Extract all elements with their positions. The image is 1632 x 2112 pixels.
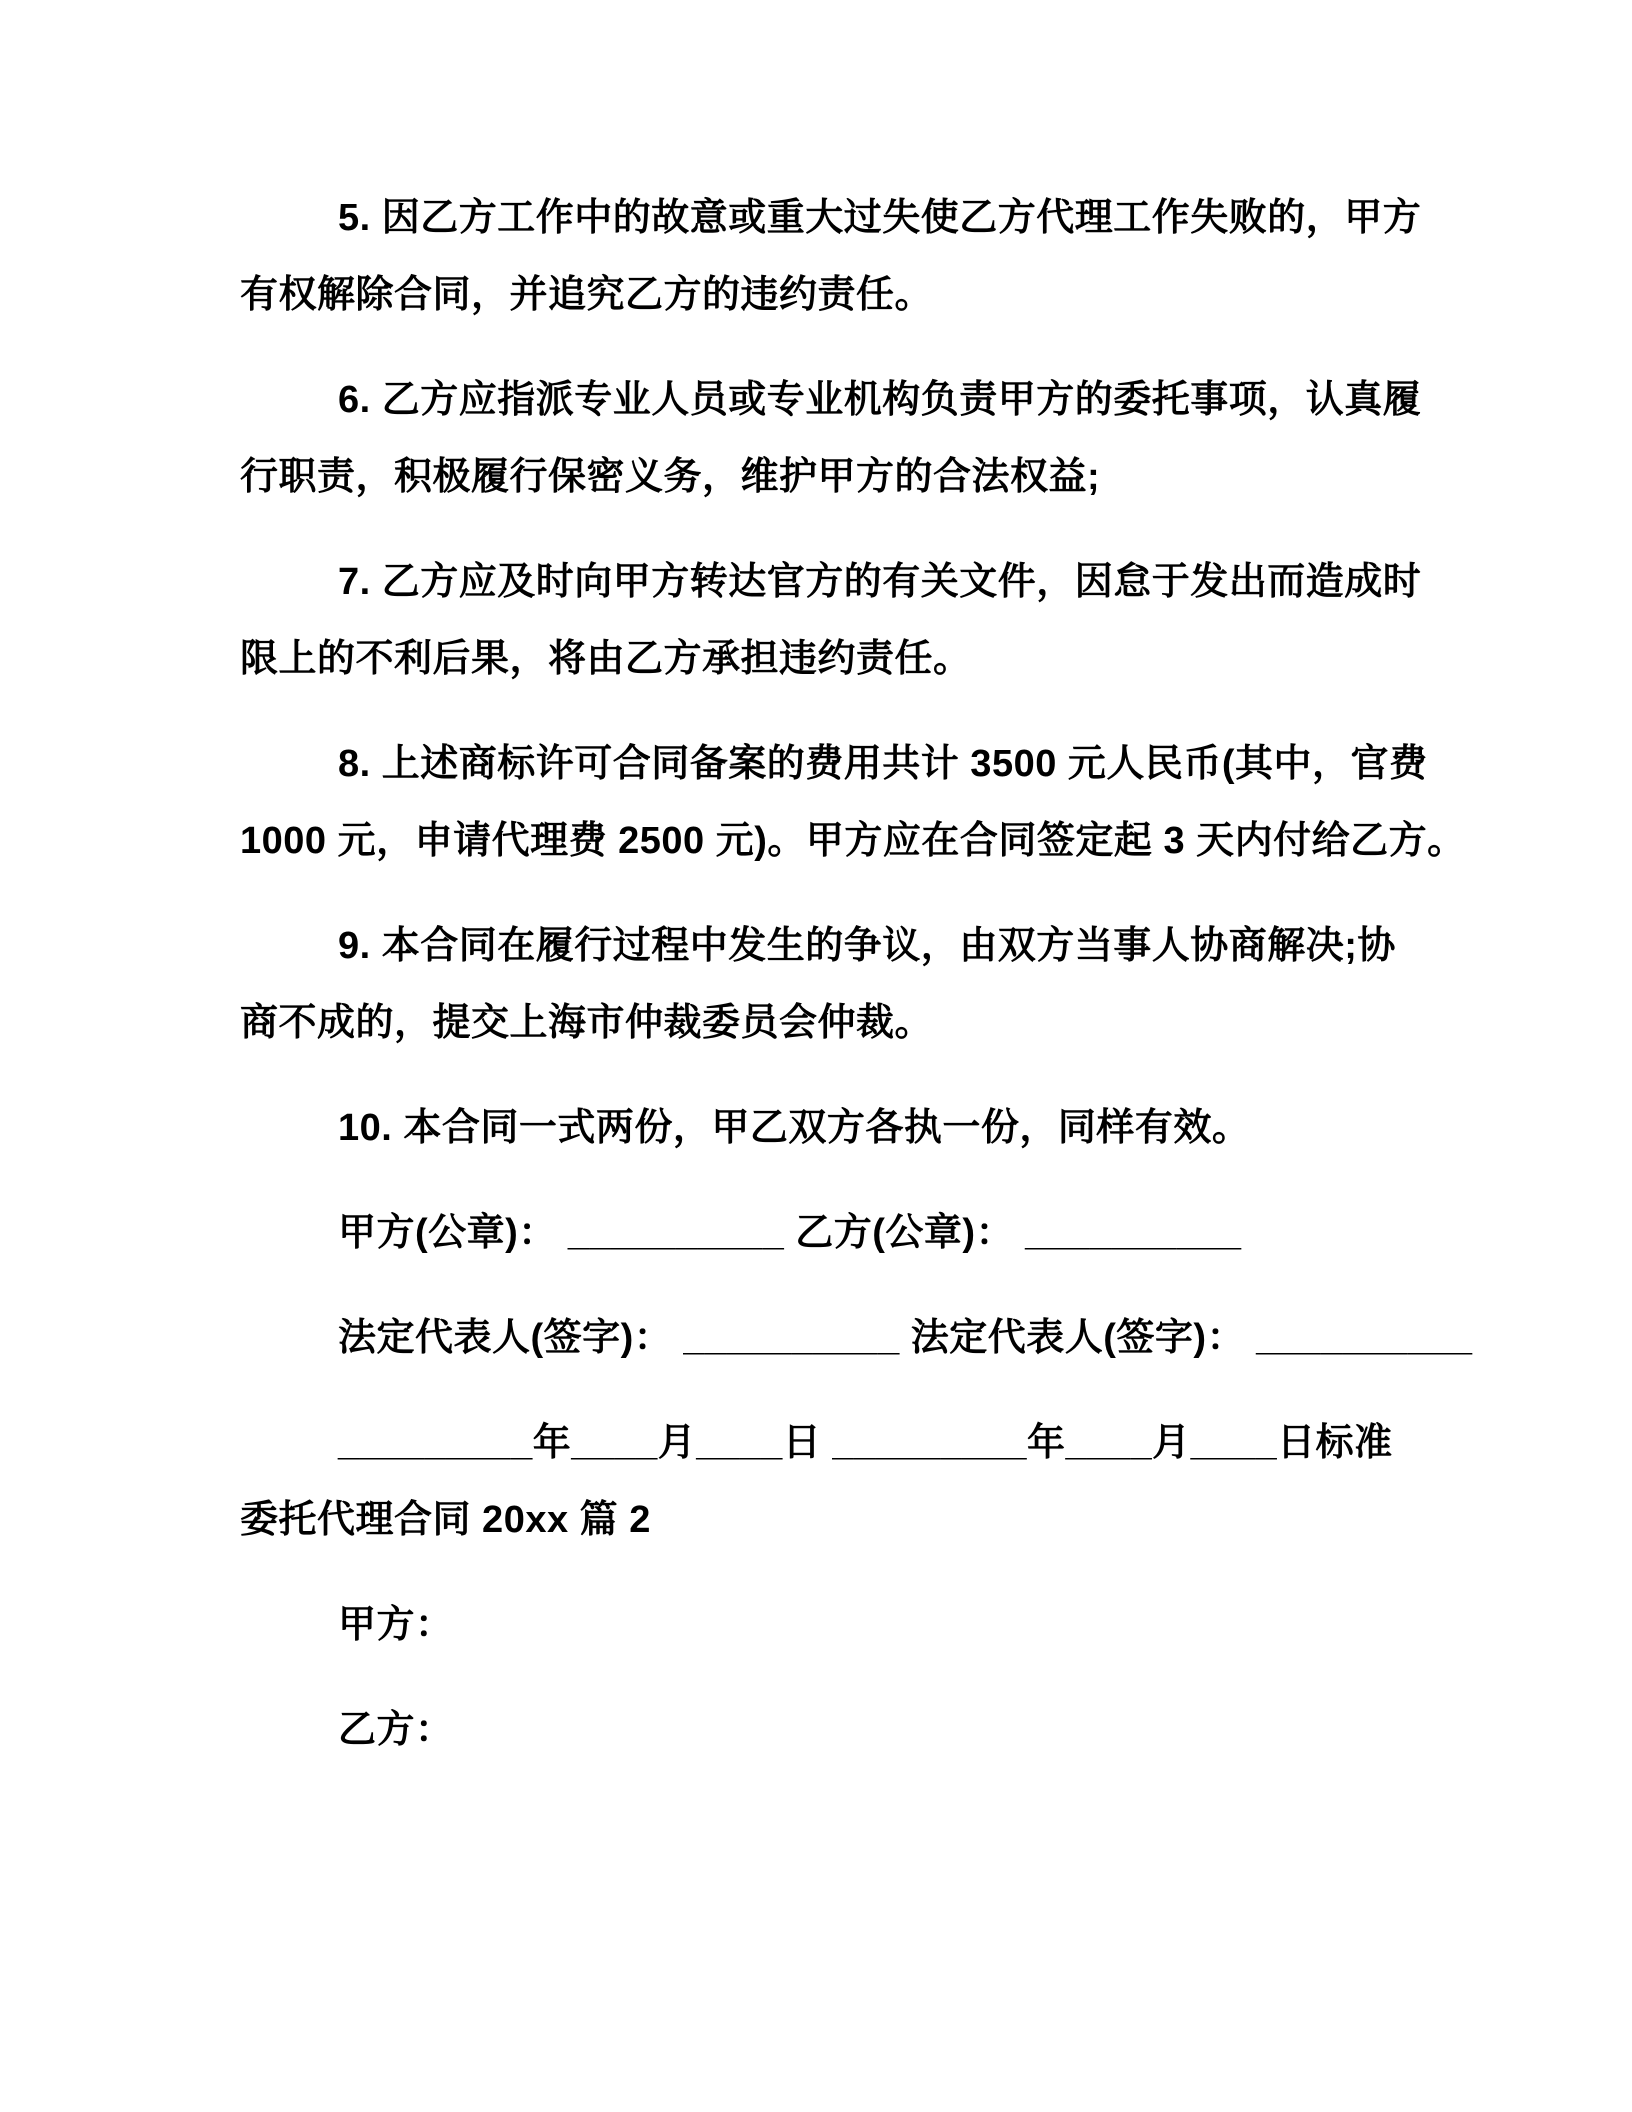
party-b-paragraph <box>240 1692 1482 1769</box>
text-line: 7. 乙方应及时向甲方转达官方的有关文件，因怠于发出而造成时 <box>338 561 1422 603</box>
text-line: 甲方： <box>338 1604 454 1646</box>
clause-7-paragraph <box>240 544 1482 698</box>
clause-5-paragraph <box>240 180 1482 334</box>
clause-9-paragraph <box>240 908 1482 1062</box>
text-line: 1000 元，申请代理费 2500 元)。甲方应在合同签定起 3 天内付给乙方。 <box>240 820 1466 862</box>
text-line: _________年____月____日 _________年____月____日标准 <box>338 1422 1393 1464</box>
clause-8-paragraph <box>240 726 1482 880</box>
text-line: 乙方： <box>338 1709 454 1751</box>
text-line: 行职责，积极履行保密义务，维护甲方的合法权益; <box>240 456 1101 498</box>
text-line: 6. 乙方应指派专业人员或专业机构负责甲方的委托事项，认真履 <box>338 379 1422 421</box>
clause-6-paragraph <box>240 362 1482 516</box>
seal-signature-paragraph <box>240 1195 1482 1272</box>
party-a-paragraph <box>240 1587 1482 1664</box>
date-line-paragraph <box>240 1405 1482 1559</box>
text-line: 商不成的，提交上海市仲裁委员会仲裁。 <box>240 1002 934 1044</box>
text-line: 甲方(公章)： __________ 乙方(公章)： __________ <box>338 1212 1242 1254</box>
text-line: 9. 本合同在履行过程中发生的争议，由双方当事人协商解决;协 <box>338 925 1396 967</box>
text-line: 5. 因乙方工作中的故意或重大过失使乙方代理工作失败的，甲方 <box>338 197 1422 239</box>
next-section-title: 委托代理合同 20xx 篇 2 <box>240 1499 651 1541</box>
legal-representative-paragraph <box>240 1300 1482 1377</box>
text-line: 法定代表人(签字)： __________ 法定代表人(签字)： __________ <box>338 1317 1473 1359</box>
text-line: 8. 上述商标许可合同备案的费用共计 3500 元人民币(其中，官费 <box>338 743 1428 785</box>
text-line: 10. 本合同一式两份，甲乙双方各执一份，同样有效。 <box>338 1107 1251 1149</box>
text-line: 有权解除合同，并追究乙方的违约责任。 <box>240 274 934 316</box>
text-line: 限上的不利后果，将由乙方承担违约责任。 <box>240 638 972 680</box>
clause-10-paragraph <box>240 1090 1482 1167</box>
